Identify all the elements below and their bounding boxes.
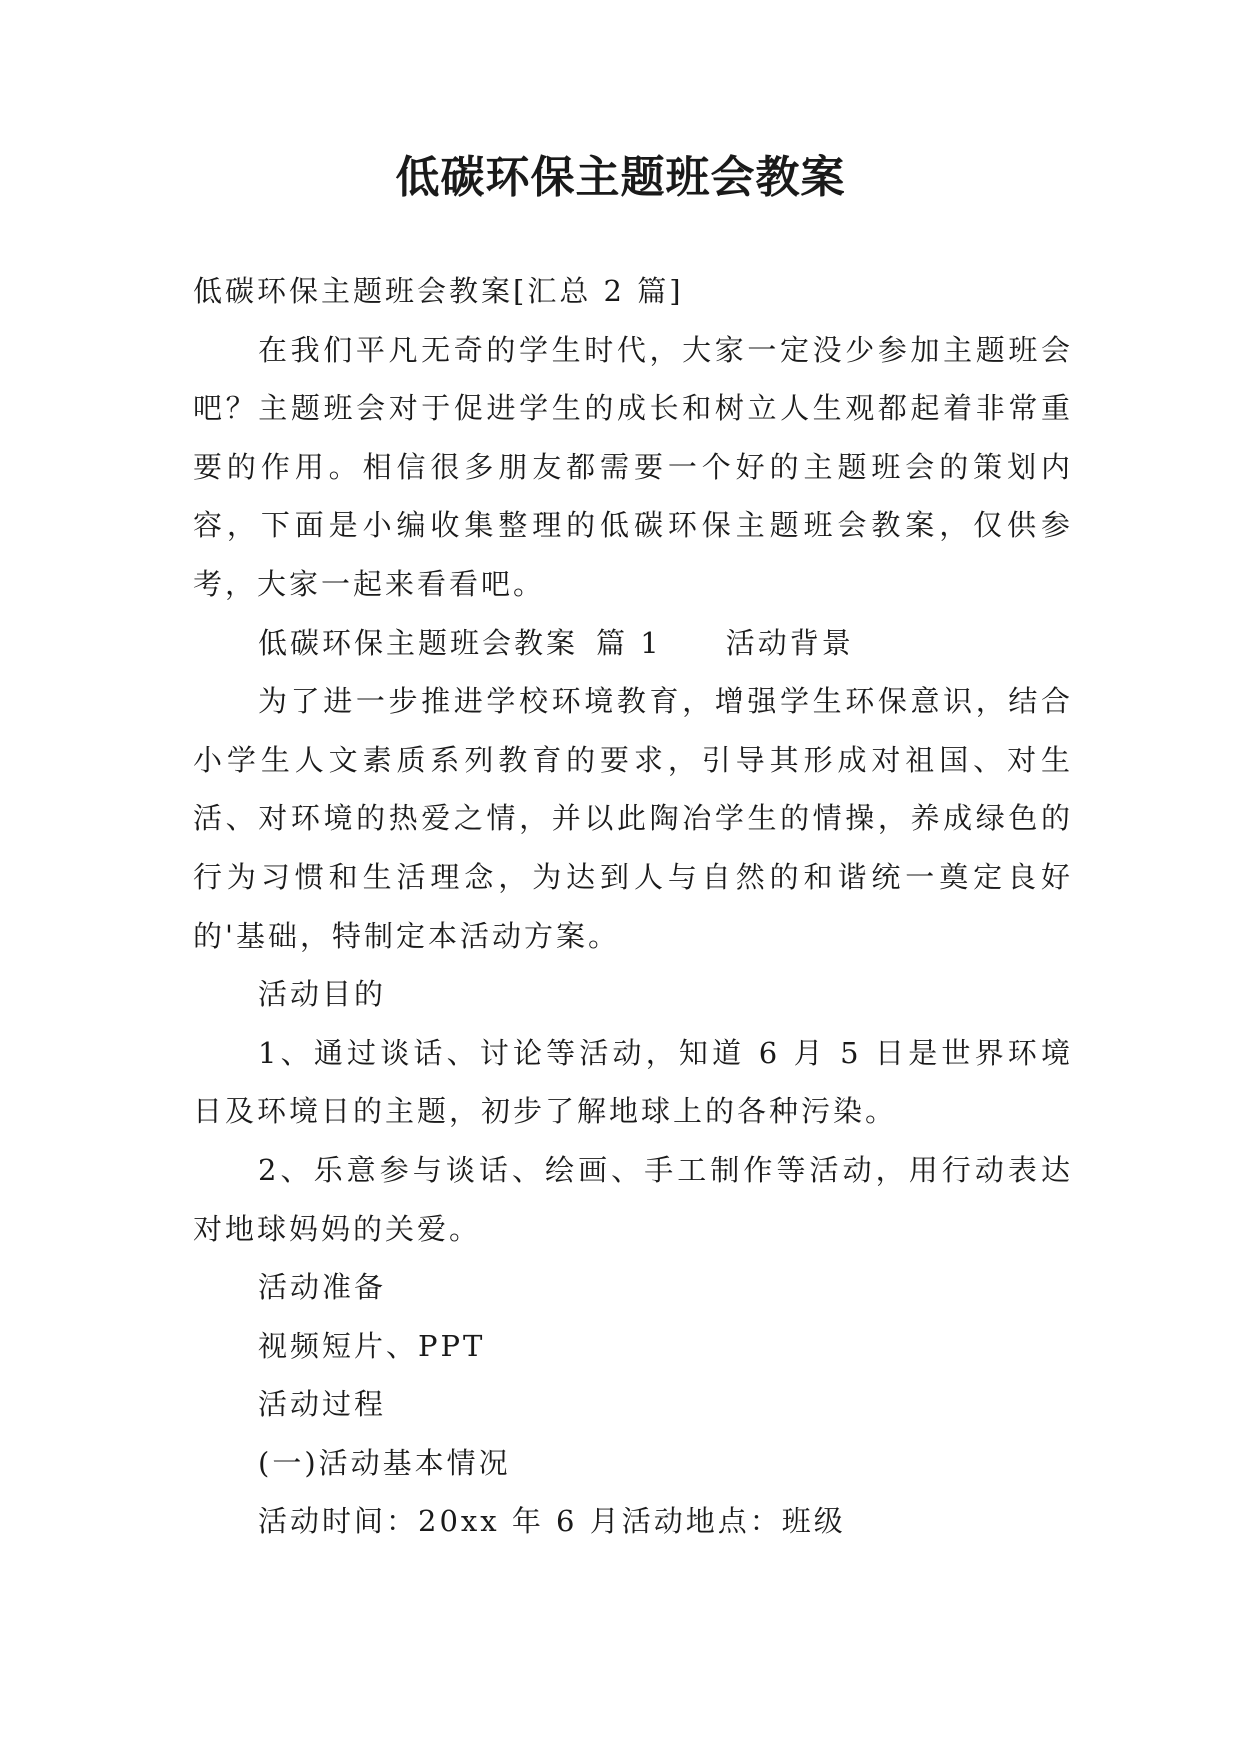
prep-items: 视频短片、PPT (258, 1328, 486, 1363)
part-label: 篇 1 (596, 625, 662, 660)
goal-item-2: 2、乐意参与谈话、绘画、手工制作等活动，用行动表达对地球妈妈的关爱。 (193, 1152, 1073, 1246)
document-title: 低碳环保主题班会教案 (395, 152, 846, 203)
basic-info-heading: (一)活动基本情况 (258, 1445, 511, 1480)
lesson-label: 低碳环保主题班会教案 (258, 625, 579, 660)
document-body (193, 262, 1073, 1551)
background-paragraph: 为了进一步推进学校环境教育，增强学生环保意识，结合小学生人文素质系列教育的要求，引导其形成对祖国、对生活、对环境的热爱之情，并以此陶冶学生的情操，养成绿色的行为习惯和生活理念，为达到人与自然的和谐统一奠定良好的'基础，特制定本活动方案。 (193, 684, 1073, 953)
time-place-line: 活动时间：20xx 年 6 月活动地点：班级 (258, 1504, 846, 1539)
goal-item-1: 1、通过谈话、讨论等活动，知道 6 月 5 日是世界环境日及环境日的主题，初步了解地球上的各种污染。 (193, 1035, 1073, 1129)
intro-paragraph: 在我们平凡无奇的学生时代，大家一定没少参加主题班会吧？主题班会对于促进学生的成长和树立人生观都起着非常重要的作用。相信很多朋友都需要一个好的主题班会的策划内容，下面是小编收集整理的低碳环保主题班会教案，仅供参考，大家一起来看看吧。 (193, 332, 1073, 601)
goal-heading: 活动目的 (258, 977, 387, 1012)
document-subtitle: 低碳环保主题班会教案[汇总 2 篇] (193, 274, 684, 308)
process-heading: 活动过程 (258, 1387, 387, 1422)
background-label: 活动背景 (725, 625, 854, 660)
section-heading-line (193, 614, 1073, 673)
prep-heading: 活动准备 (258, 1270, 387, 1305)
